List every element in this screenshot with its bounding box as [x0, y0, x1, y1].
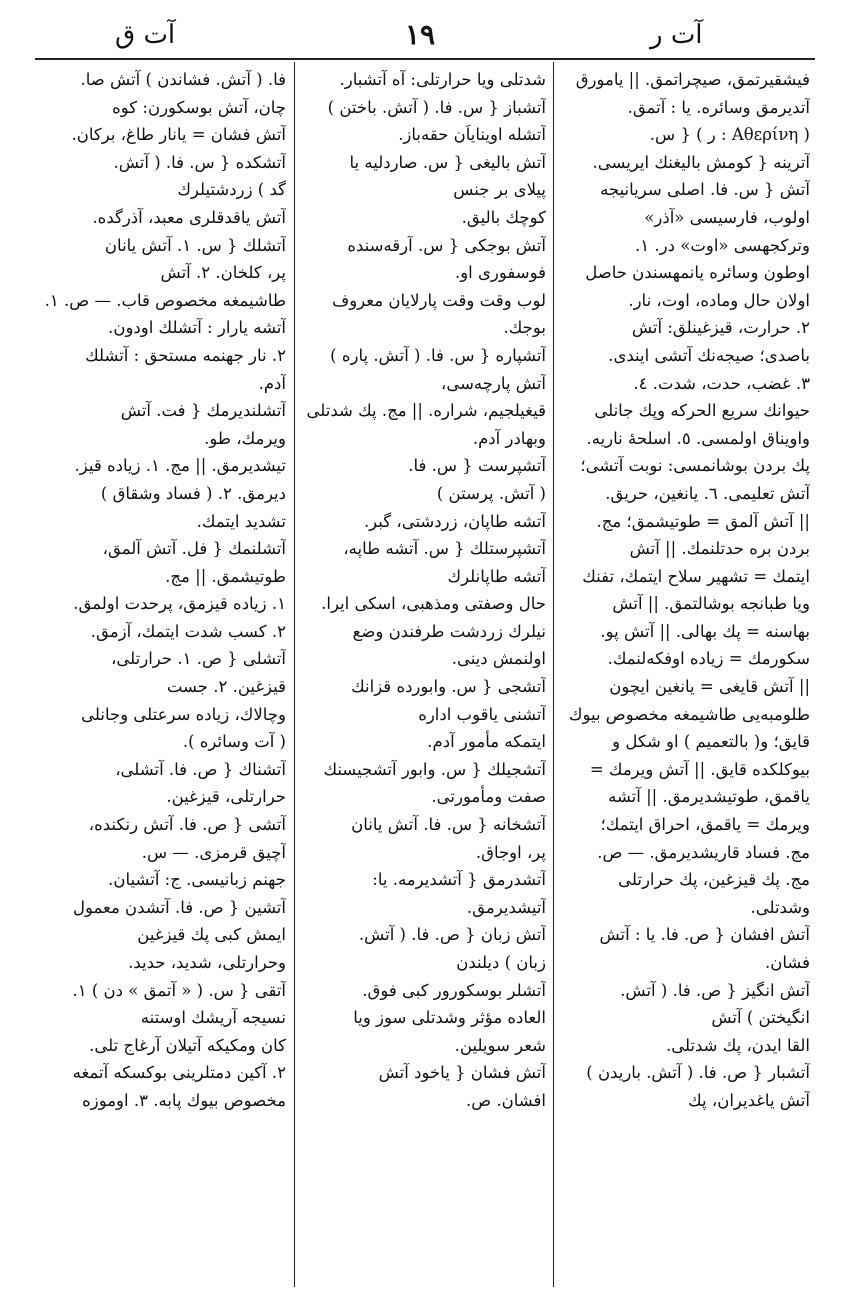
- entry-line: آتشناك { ص. فا. آتشلى،: [115, 759, 286, 779]
- entry-line: فا. ( آتش. فشاندن ) آتش صا.: [80, 70, 286, 89]
- entry-line: صفت ومأمورتى.: [431, 787, 546, 807]
- entry-line: طلومبه‌يى طاشيمغه مخصوص بيوك: [568, 704, 810, 724]
- entry-line: ٣. غضب، حدت، شدت. ٤.: [633, 373, 810, 393]
- entry-line: مخصوص بيوك پابه. ٣. اوموزه: [82, 1090, 286, 1110]
- entry-line: آتيشديرمق.: [466, 897, 546, 917]
- column-divider-left: [294, 62, 295, 1287]
- entry-line: زبان ) ديلندن: [456, 953, 546, 972]
- entry-line: مج. پك قيزغين، پك حرارتلى: [618, 870, 810, 890]
- entry-line: آتشباز { س. فا. ( آتش. باختن ): [327, 97, 546, 117]
- entry-line: ايتمك = تشهير سلاح ايتمك، تفنك: [582, 566, 810, 586]
- entry-line: اوطون وسائره يانمهسندن حاصل: [585, 263, 810, 283]
- entry-line: آتشلى { ص. ١. حرارتلى،: [111, 649, 286, 669]
- entry-line: آتشپاره { س. فا. ( آتش. پاره ): [330, 345, 546, 365]
- entry-line: شعر سويلين.: [454, 1035, 546, 1055]
- page-number: ١٩: [405, 18, 436, 51]
- entry-line: ( Αθερίνη : ر ) { س.: [649, 125, 810, 145]
- entry-line: ويرمك = ياقمق، احراق ايتمك؛: [600, 815, 810, 835]
- entry-line: آتشه طاپانلرك: [447, 566, 546, 586]
- entry-line: وحرارتلى، شديد، حديد.: [128, 953, 286, 972]
- entry-line: آتقى { س. ( « آتمق » دن ) ١.: [72, 980, 286, 1000]
- entry-line: وبهادر آدم.: [472, 428, 546, 448]
- entry-line: آتشين { ص. فا. آتشدن معمول: [72, 897, 286, 917]
- entry-line: آتشى { ص. فا. آتش رنكنده،: [88, 815, 286, 835]
- entry-line: ايمش كبى پك قيزغين: [137, 925, 286, 945]
- entry-line: آتشجى { س. وابورده قزانك: [351, 677, 546, 697]
- entry-line: بيوكلكده قايق. || آتش ويرمك =: [589, 759, 810, 779]
- entry-line: ٢. حرارت، قيزغينلق: آتش: [631, 318, 810, 338]
- column-middle: [300, 66, 546, 1288]
- page-header: [0, 0, 849, 60]
- entry-line: حيوانك سريع الحركه وپك جانلى: [594, 401, 810, 421]
- entry-line: كان ومكيكه آتيلان آرغاج تلى.: [89, 1035, 286, 1055]
- entry-line: آتشنى ياقوب اداره: [418, 704, 546, 724]
- entry-line: العاده مؤثر وشدتلى سوز ويا: [353, 1008, 546, 1028]
- entry-line: آتشكده { س. فا. ( آتش.: [113, 152, 286, 172]
- header-right-guide-word: آت ر: [650, 20, 703, 50]
- entry-line: آتشپرستلك { س. آتشه طاپه،: [343, 539, 546, 559]
- entry-line: مج. فساد قاريشديرمق. — ص.: [597, 842, 810, 862]
- entry-line: آتشلر بوسكورور كبى فوق.: [362, 980, 546, 1000]
- entry-line: قيغيلجيم، شراره. || مج. پك شدتلى: [306, 401, 546, 421]
- column-right: [560, 66, 810, 1288]
- entry-line: آتش فشان { ياخود آتش: [378, 1063, 546, 1083]
- entry-line: تيشديرمق. || مج. ١. زياده قيز.: [74, 456, 286, 476]
- column-left: [30, 66, 286, 1288]
- entry-line: ايتمكه مأمور آدم.: [427, 732, 546, 752]
- entry-line: اولوب، فارسيسى «آذر»: [644, 207, 810, 227]
- entry-line: آتش { س. فا. اصلى سريانيجه: [600, 180, 810, 200]
- entry-line: نسيجه آريشك اوستنه: [140, 1008, 286, 1028]
- entry-line: آتش انگيز { ص. فا. ( آتش.: [620, 980, 810, 1000]
- entry-line: نيلرك زردشت طرفندن وضع: [352, 621, 546, 641]
- entry-line: لوب وقت وقت پارلايان معروف: [332, 290, 546, 310]
- entry-line: طوتيشمق. || مج.: [165, 566, 286, 586]
- entry-line: پيلاى بر جنس: [453, 180, 546, 200]
- entry-line: آچيق قرمزى. — س.: [141, 842, 286, 862]
- entry-line: طاشيمغه مخصوص قاب. — ص. ١.: [44, 290, 286, 310]
- entry-line: ويا طبانجه بوشالتمق. || آتش: [612, 594, 810, 614]
- entry-line: ٢. نار جهنمه مستحق : آتشلك: [85, 345, 286, 365]
- entry-line: اولان حال وماده، اوت، نار.: [628, 290, 810, 310]
- entry-line: بهاسنه = پك بهالى. || آتش پو.: [600, 621, 810, 641]
- entry-line: آتشجيلك { س. وابور آتشجيسنك: [323, 759, 546, 779]
- entry-line: آتش ياغديران، پك: [688, 1090, 810, 1110]
- entry-line: كوچك باليق.: [461, 207, 546, 227]
- entry-line: آتشدرمق { آتشديرمه. يا:: [372, 870, 546, 890]
- entry-line: القا ايدن، پك شدتلى.: [665, 1035, 810, 1055]
- entry-line: حال وصفتى ومذهبى، اسكى ايرا.: [321, 594, 546, 614]
- entry-line: ( آت وسائره ).: [182, 732, 286, 752]
- entry-line: آتشله اويناياَن حقه‌باز.: [398, 125, 546, 145]
- entry-line: آتشلك { س. ١. آتش يانان: [104, 235, 286, 255]
- entry-line: وچالاك، زياده سرعتلى وجانلى: [81, 704, 286, 724]
- entry-line: بوجك.: [503, 318, 546, 338]
- header-left-guide-word: آت ق: [115, 20, 176, 50]
- entry-line: فيشقيرتمق، صيچراتمق. || يامورق: [575, 70, 810, 89]
- entry-line: ( آتش. پرستن ): [436, 483, 546, 503]
- entry-line: اولنمش دينى.: [451, 649, 546, 669]
- entry-line: ١. زياده قيزمق، پرحدت اولمق.: [73, 594, 286, 614]
- entry-line: وتركجهسى «اوت» در. ١.: [635, 235, 810, 255]
- entry-line: تشديد ايتمك.: [196, 511, 286, 531]
- entry-line: آتش ياقدقلرى معبد، آذرگده.: [92, 207, 286, 227]
- entry-line: قايق؛ و( بالتعميم ) او شكل و: [612, 732, 810, 752]
- entry-line: آتشپرست { س. فا.: [408, 456, 546, 476]
- entry-line: آتش تعليمى. ٦. يانغين، حريق.: [605, 483, 810, 503]
- header-rule: [35, 58, 815, 60]
- entry-line: جهنم زبانيسى. ج: آتشيان.: [108, 870, 286, 890]
- entry-line: آتش پارچه‌سى،: [441, 373, 546, 393]
- entry-line: وشدتلى.: [750, 897, 810, 917]
- entry-line: || آتش قايغى = يانغين ايچون: [609, 677, 810, 697]
- entry-line: چان، آتش بوسكورن: كوه: [112, 97, 286, 117]
- entry-line: آتشخانه { س. فا. آتش يانان: [351, 815, 546, 835]
- entry-line: پك بردن بوشانمسى: نوبت آتشى؛: [580, 456, 810, 476]
- entry-line: آتشه طاپان، زردشتى، گبر.: [363, 511, 546, 531]
- entry-line: آتش زبان { ص. فا. ( آتش.: [358, 925, 546, 945]
- entry-line: پر، اوجاق.: [475, 842, 546, 862]
- entry-line: باصدى؛ صيجه‌نك آتشى ايندى.: [608, 345, 810, 365]
- entry-line: آتشلنمك { فل. آتش آلمق،: [102, 539, 286, 559]
- entry-line: فوسفورى او.: [454, 263, 546, 283]
- entry-line: ياقمق، طوتيشديرمق. || آتشه: [608, 787, 810, 807]
- entry-line: آتش باليغى { س. صاردليه يا: [349, 152, 546, 172]
- entry-line: فشان.: [765, 953, 810, 972]
- entry-line: آدم.: [258, 373, 286, 393]
- entry-line: گد ) زردشتيلرك: [177, 180, 286, 200]
- entry-line: واويناق اولمسى. ٥. اسلحهٔ ناريه.: [586, 428, 810, 448]
- entry-line: شدتلى ويا حرارتلى: آه آتشبار.: [339, 70, 546, 89]
- entry-line: انگيختن ) آتش: [711, 1008, 810, 1028]
- entry-line: ديرمق. ٢. ( فساد وشقاق ): [100, 483, 286, 503]
- entry-line: آتشبار { ص. فا. ( آتش. باريدن ): [586, 1063, 810, 1083]
- entry-line: پر، كلخان. ٢. آتش: [160, 263, 286, 283]
- entry-line: آتشه يارار : آتشلك اودون.: [108, 318, 286, 338]
- entry-line: حرارتلى، قيزغين.: [166, 787, 286, 807]
- entry-line: آتش افشان { ص. فا. يا : آتش: [599, 925, 810, 945]
- entry-line: ٢. كسب شدت ايتمك، آزمق.: [90, 621, 286, 641]
- entry-line: آتش فشان = يانار طاغ، بركان.: [71, 125, 286, 145]
- entry-line: || آتش آلمق = طوتيشمق؛ مج.: [596, 511, 810, 531]
- entry-line: ويرمك، طو.: [204, 428, 286, 448]
- entry-line: آتديرمق وسائره. يا : آتمق.: [627, 97, 810, 117]
- entry-line: آتشلنديرمك { فت. آتش: [120, 401, 286, 421]
- column-divider-right: [553, 62, 554, 1287]
- entry-line: آترينه { كومش باليغنك ايريسى.: [592, 152, 810, 172]
- entry-line: ٢. آكين دمتلرينى بوكسكه آتمغه: [72, 1063, 286, 1083]
- entry-line: بردن بره حدتلنمك. || آتش: [629, 539, 810, 559]
- entry-line: افشان. ص.: [465, 1090, 546, 1110]
- entry-line: سكورمك = زياده اوفكه‌لنمك.: [607, 649, 810, 669]
- entry-line: قيزغين. ٢. جست: [166, 677, 286, 697]
- entry-line: آتش بوجكى { س. آرقه‌سنده: [347, 235, 546, 255]
